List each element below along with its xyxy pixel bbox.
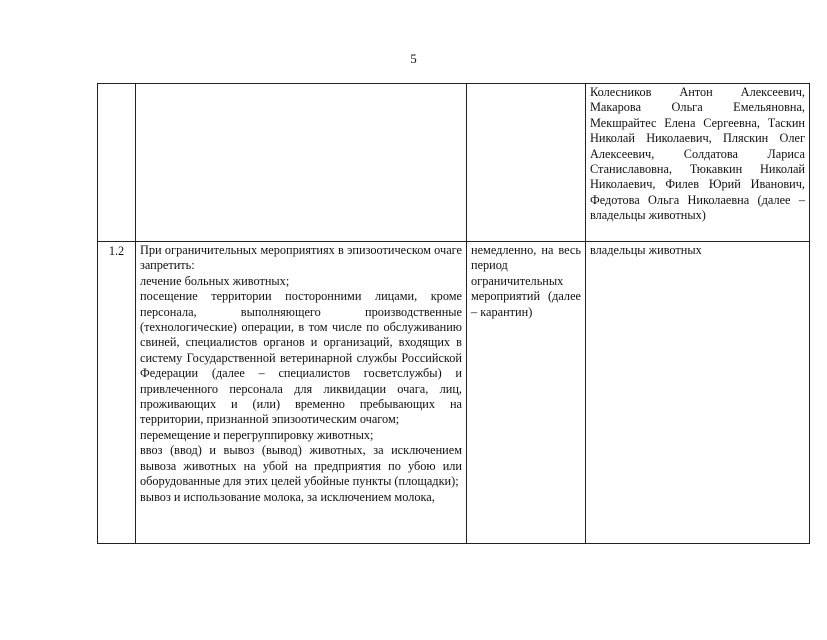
measure-paragraph: ввоз (ввод) и вывоз (вывод) животных, за исключением вывоза животных на убой на предприятия по убою или оборудованные для этих целей убойные пункты (площадки); (140, 443, 462, 489)
row-number-cell (98, 84, 136, 242)
responsible-cell: Колесников Антон Алексеевич, Макарова Ольга Емельяновна, Мекшрайтес Елена Сергеевна, Таскин Николай Николаевич, Пляскин Олег Алексеевич, Солдатова Лариса Станиславовна, Тюкавкин Николай Николаевич, Филев Юрий Иванович, Федотова Ольга Николаевна (далее – владельцы животных) (586, 84, 810, 242)
measure-paragraph: вывоз и использование молока, за исключением молока, (140, 489, 435, 504)
table-row (98, 242, 810, 544)
measure-paragraph: лечение больных животных; (140, 273, 290, 288)
deadline-cell (467, 84, 586, 242)
page-number: 5 (410, 51, 417, 66)
measure-paragraph: При ограничительных мероприятиях в эпизоотическом очаге запретить: (140, 243, 462, 273)
measure-cell (136, 84, 467, 242)
table-row (98, 84, 810, 242)
measure-paragraph: посещение территории посторонними лицами, кроме персонала, выполняющего производственные (технологические) операции, в том числе по обслуживанию свиней, специалистов органов и организаций, входящих в систему Государственной ветеринарной службы Российской Федерации (далее – специалистов госветслужбы) и привлеченного персонала для ликвидации очага, лиц, проживающих и (или) временно пребывающих на территории, признанной эпизоотическим очагом; (140, 289, 462, 427)
measures-table (97, 83, 810, 544)
row-number-cell: 1.2 (98, 242, 136, 544)
deadline-cell: немедленно, на весь период ограничительных мероприятий (далее – карантин) (467, 242, 586, 544)
measure-cell (136, 242, 467, 544)
measure-paragraph: перемещение и перегруппировку животных; (140, 427, 374, 442)
responsible-cell: владельцы животных (586, 242, 810, 544)
